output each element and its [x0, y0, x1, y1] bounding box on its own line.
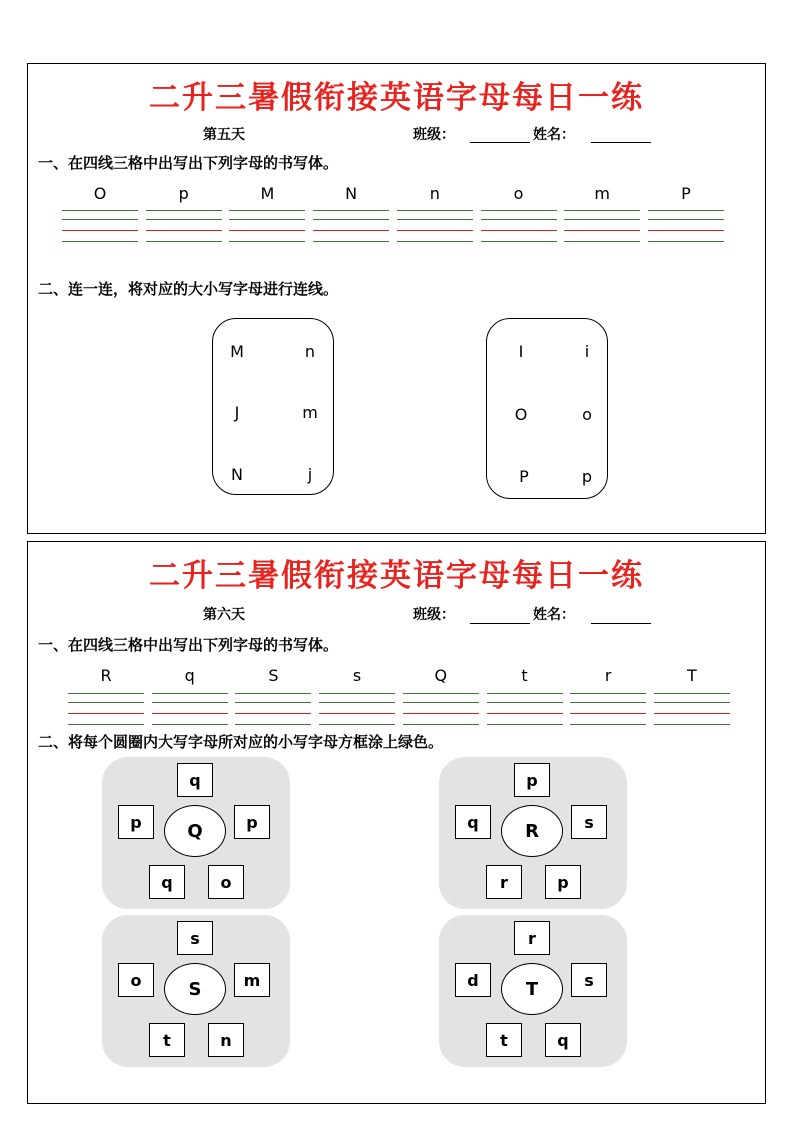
grid-line — [403, 724, 479, 725]
grid-line — [235, 724, 311, 725]
lowercase-option-box[interactable]: q — [545, 1023, 581, 1057]
lowercase-option-box[interactable]: p — [545, 865, 581, 899]
grid-line — [319, 724, 395, 725]
grid-line — [62, 230, 138, 231]
lowercase-option-box[interactable]: q — [149, 865, 185, 899]
target-letter: T — [687, 666, 697, 685]
grid-line — [319, 702, 395, 703]
target-letter: r — [604, 666, 612, 685]
uppercase-circle: S — [164, 963, 226, 1015]
target-letter: p — [178, 184, 189, 203]
grid-line — [564, 241, 640, 242]
worksheet-day-6 — [27, 541, 766, 1104]
question-2-heading: 二、连一连，将对应的大小写字母进行连线。 — [38, 280, 339, 298]
grid-line — [648, 210, 724, 211]
name-blank[interactable] — [591, 623, 651, 624]
question-2-heading: 二、将每个圆圈内大写字母所对应的小写字母方框涂上绿色。 — [38, 733, 444, 751]
grid-line — [481, 219, 557, 220]
grid-line — [403, 713, 479, 714]
grid-line — [397, 230, 473, 231]
letter-cluster — [102, 757, 290, 909]
lowercase-option-box[interactable]: n — [208, 1023, 244, 1057]
lowercase-option-box[interactable]: p — [234, 805, 270, 839]
grid-line — [481, 241, 557, 242]
grid-line — [487, 693, 563, 694]
grid-line — [397, 219, 473, 220]
question-1-heading: 一、在四线三格中出写出下列字母的书写体。 — [38, 154, 339, 172]
four-line-grid[interactable] — [397, 210, 473, 242]
lowercase-letter[interactable]: n — [304, 342, 316, 361]
grid-line — [68, 724, 144, 725]
lowercase-option-box[interactable]: r — [514, 921, 550, 955]
grid-line — [648, 230, 724, 231]
lowercase-option-box[interactable]: q — [455, 805, 491, 839]
matching-box-right — [486, 318, 608, 499]
grid-line — [146, 230, 222, 231]
grid-line — [654, 693, 730, 694]
lowercase-option-box[interactable]: p — [514, 763, 550, 797]
grid-line — [235, 713, 311, 714]
four-line-grid[interactable] — [564, 210, 640, 242]
lowercase-option-box[interactable]: s — [571, 805, 607, 839]
four-line-grid[interactable] — [648, 210, 724, 242]
uppercase-letter[interactable]: N — [231, 465, 243, 484]
grid-line — [564, 219, 640, 220]
target-letter: t — [521, 666, 528, 685]
grid-line — [570, 724, 646, 725]
grid-line — [570, 713, 646, 714]
name-field-label: 姓名： — [533, 127, 575, 143]
lowercase-letter[interactable]: p — [581, 467, 593, 486]
lowercase-letter[interactable]: j — [307, 465, 313, 484]
grid-line — [62, 219, 138, 220]
uppercase-letter[interactable]: J — [234, 403, 240, 422]
target-letter: s — [352, 666, 362, 685]
four-line-grid[interactable] — [62, 210, 138, 242]
grid-line — [397, 241, 473, 242]
letter-cluster — [102, 915, 290, 1067]
lowercase-option-box[interactable]: o — [118, 963, 154, 997]
lowercase-option-box[interactable]: p — [118, 805, 154, 839]
class-field-label: 班级： — [413, 607, 455, 623]
name-field-label: 姓名： — [533, 607, 575, 623]
grid-line — [68, 713, 144, 714]
grid-line — [648, 219, 724, 220]
grid-line — [146, 241, 222, 242]
grid-line — [564, 210, 640, 211]
grid-line — [397, 210, 473, 211]
four-line-grid[interactable] — [654, 693, 730, 725]
lowercase-option-box[interactable]: o — [208, 865, 244, 899]
four-line-grid[interactable] — [68, 693, 144, 725]
grid-line — [229, 230, 305, 231]
lowercase-option-box[interactable]: s — [571, 963, 607, 997]
grid-line — [229, 210, 305, 211]
grid-line — [68, 702, 144, 703]
grid-line — [229, 241, 305, 242]
grid-line — [152, 702, 228, 703]
uppercase-letter[interactable]: P — [519, 467, 529, 486]
letter-cluster — [439, 915, 627, 1067]
lowercase-option-box[interactable]: t — [149, 1023, 185, 1057]
target-letter: S — [268, 666, 279, 685]
uppercase-circle: R — [501, 805, 563, 857]
target-letter: o — [513, 184, 524, 203]
class-blank[interactable] — [470, 142, 530, 143]
target-letter: m — [594, 184, 610, 203]
grid-line — [229, 219, 305, 220]
grid-line — [313, 210, 389, 211]
target-letter: R — [100, 666, 112, 685]
grid-line — [235, 693, 311, 694]
grid-line — [487, 702, 563, 703]
grid-line — [235, 702, 311, 703]
day-label: 第六天 — [203, 607, 245, 623]
four-line-grid[interactable] — [319, 693, 395, 725]
target-letter: N — [345, 184, 358, 203]
grid-line — [146, 210, 222, 211]
grid-line — [403, 702, 479, 703]
worksheet-title: 二升三暑假衔接英语字母每日一练 — [149, 80, 644, 116]
four-line-grid[interactable] — [403, 693, 479, 725]
four-line-grid[interactable] — [487, 693, 563, 725]
grid-line — [62, 210, 138, 211]
lowercase-option-box[interactable]: r — [486, 865, 522, 899]
worksheet-title: 二升三暑假衔接英语字母每日一练 — [149, 558, 644, 594]
grid-line — [570, 702, 646, 703]
lowercase-option-box[interactable]: t — [486, 1023, 522, 1057]
four-line-grid[interactable] — [229, 210, 305, 242]
uppercase-circle: Q — [164, 805, 226, 857]
grid-line — [654, 724, 730, 725]
four-line-grid[interactable] — [235, 693, 311, 725]
question-1-heading: 一、在四线三格中出写出下列字母的书写体。 — [38, 636, 339, 654]
uppercase-circle: T — [501, 963, 563, 1015]
target-letter: M — [260, 184, 275, 203]
grid-line — [146, 219, 222, 220]
uppercase-letter[interactable]: O — [514, 405, 528, 424]
lowercase-letter[interactable]: o — [582, 405, 592, 424]
grid-line — [313, 230, 389, 231]
class-field-label: 班级： — [413, 127, 455, 143]
grid-line — [487, 724, 563, 725]
grid-line — [570, 693, 646, 694]
target-letter: O — [93, 184, 107, 203]
grid-line — [152, 693, 228, 694]
lowercase-option-box[interactable]: d — [455, 963, 491, 997]
name-blank[interactable] — [591, 142, 651, 143]
grid-line — [654, 713, 730, 714]
target-letter: n — [429, 184, 440, 203]
class-blank[interactable] — [470, 623, 530, 624]
four-line-grid[interactable] — [146, 210, 222, 242]
lowercase-option-box[interactable]: q — [177, 763, 213, 797]
four-line-grid[interactable] — [481, 210, 557, 242]
grid-line — [313, 241, 389, 242]
day-label: 第五天 — [203, 127, 245, 143]
target-letter: q — [184, 666, 195, 685]
grid-line — [68, 693, 144, 694]
four-line-grid[interactable] — [313, 210, 389, 242]
lowercase-letter[interactable]: m — [302, 403, 318, 422]
grid-line — [152, 713, 228, 714]
target-letter: Q — [434, 666, 448, 685]
grid-line — [481, 210, 557, 211]
uppercase-letter[interactable]: M — [230, 342, 244, 361]
matching-box-left — [212, 318, 334, 495]
four-line-grid[interactable] — [570, 693, 646, 725]
lowercase-option-box[interactable]: m — [234, 963, 270, 997]
letter-cluster — [439, 757, 627, 909]
grid-line — [319, 693, 395, 694]
grid-line — [648, 241, 724, 242]
uppercase-letter[interactable]: I — [518, 342, 524, 361]
lowercase-letter[interactable]: i — [584, 342, 590, 361]
grid-line — [62, 241, 138, 242]
grid-line — [403, 693, 479, 694]
grid-line — [313, 219, 389, 220]
grid-line — [319, 713, 395, 714]
grid-line — [564, 230, 640, 231]
target-letter: P — [681, 184, 691, 203]
four-line-grid[interactable] — [152, 693, 228, 725]
grid-line — [481, 230, 557, 231]
lowercase-option-box[interactable]: s — [177, 921, 213, 955]
grid-line — [152, 724, 228, 725]
grid-line — [487, 713, 563, 714]
worksheet-day-5 — [27, 63, 766, 534]
grid-line — [654, 702, 730, 703]
